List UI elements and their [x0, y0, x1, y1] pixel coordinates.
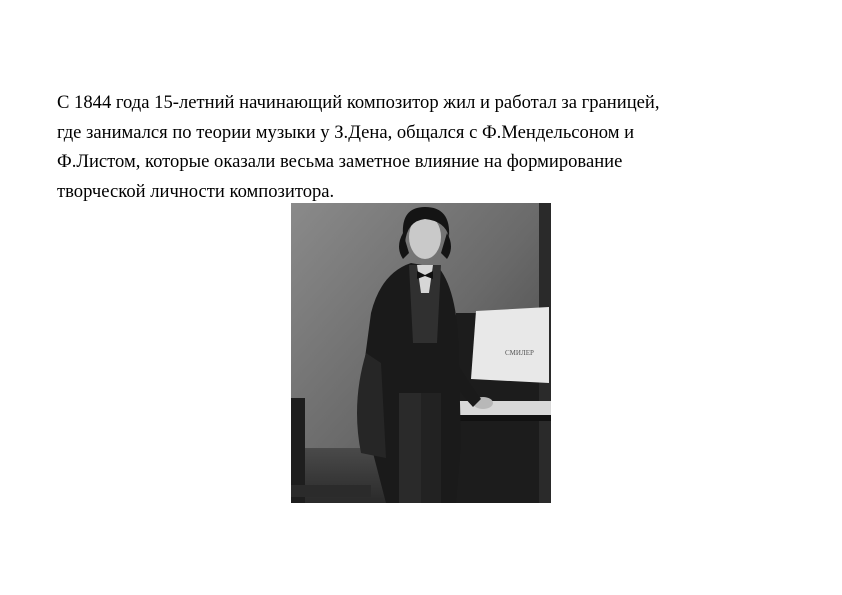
- composer-portrait-photo: [291, 203, 551, 503]
- sheet-music: [471, 307, 549, 383]
- body-line-3: Ф.Листом, которые оказали весьма заметное влияние на формирование: [57, 151, 623, 172]
- body-line-1: С 1844 года 15-летний начинающий композитор жил и работал за границей,: [57, 92, 660, 113]
- body-line-2: где занимался по теории музыки у З.Дена, общался с Ф.Мендельсоном и: [57, 121, 635, 143]
- body-paragraph: [57, 88, 777, 206]
- body-line-4: творческой личности композитора.: [57, 180, 335, 202]
- sheet-music-label: СМИЛЕР: [505, 349, 534, 357]
- portrait-illustration: [291, 203, 551, 503]
